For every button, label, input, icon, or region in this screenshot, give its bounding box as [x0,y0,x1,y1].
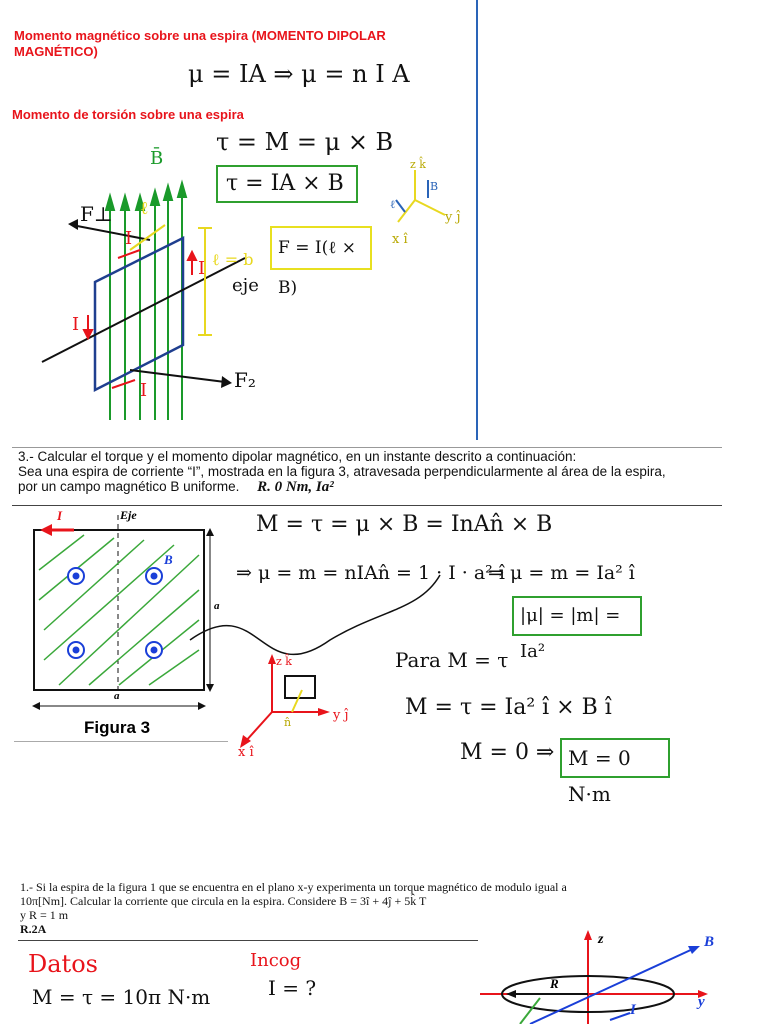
p3-magnitude-box: |μ| = |m| = Ia² [512,596,642,636]
problem3-line3: por un campo magnético B uniforme. R. 0 Nm, Ia² [18,479,334,495]
problem1-divider [18,940,478,941]
torque-equation: τ = M = μ × B [216,128,394,156]
problem3-divider [12,505,722,506]
fig3-axes-n: n̂ [284,716,292,729]
axes-y-label: y ĵ [445,210,461,225]
section1-title-line1: Momento magnético sobre una espira (MOMENTO DIPOLAR [14,28,386,43]
fig3-axes-z: z k̂ [276,655,292,668]
figure3-graphic [14,510,228,740]
problem3-answer: R. 0 Nm, Ia² [257,479,334,495]
fig3-axes-x: x î [238,745,254,760]
figure1-b-label: B⃗ [704,934,726,950]
axes-z-label: z k̂ [410,158,426,171]
label-current-4: I [140,380,148,401]
problem3-line1: 3.- Calcular el torque y el momento dipolar magnético, en un instante descrito a continuación: [18,449,577,464]
figure3-a-side: a [214,600,220,612]
force-box: F = I(ℓ × B) [270,226,372,270]
figure3-a-bottom: a [114,690,120,702]
problem3-statement [18,449,738,495]
label-current-1: I [198,258,206,279]
problem3-divider-top [12,447,722,448]
label-l: ℓ [140,198,149,219]
figure3-b-label: B⃗ [164,552,183,567]
p3-eq2: ⇒ μ = m = nIAn̂ = 1 · I · a² î [236,562,505,584]
axes-l-label: ℓ [390,198,396,211]
problem1-line3: y R = 1 m [20,908,69,922]
label-current-2: I [72,314,80,335]
problem1-answer: R.2A [20,922,47,936]
p3-result-box: M = 0 N·m [560,738,670,778]
p3-eq5: M = τ = Ia² î × B î [405,695,612,720]
problem1-line2: 10π[Nm]. Calcular la corriente que circula en la espira. Considere B = 3î + 4ĵ + 5k̂ T [20,894,427,908]
figure3-current-label: I [57,508,63,523]
figure1-y-label: y [698,994,705,1010]
label-lb: ℓ = b [212,250,254,269]
figure3 [14,510,228,740]
figure3-underline [14,741,228,742]
figure3-eje-label: Eje [120,508,137,522]
section1-formula: μ = IA ⇒ μ = n I A [188,60,410,88]
p3-eq2b: ⇒ μ = m = Ia² î [488,562,635,584]
problem1-line1: 1.- Si la espira de la figura 1 que se encuentra en el plano x-y experimenta un torque magnético de modulo igual a [20,880,567,894]
axes-x-label: x î [392,232,408,247]
section1-title-line2: MAGNÉTICO) [14,44,98,59]
label-current-3: I [125,228,133,249]
figure3-caption: Figura 3 [84,718,151,737]
p1-eq1: M = τ = 10π N·m [32,985,211,1009]
figure1-z-label: z [598,932,604,947]
figure1-i-label: I [630,1002,636,1018]
p3-eq6: M = 0 ⇒ [460,740,555,765]
p1-eq2: I = ? [268,976,317,1000]
incog-label: Incog [250,950,302,971]
fig3-axes-y: y ĵ [333,708,349,723]
p3-para: Para M = τ [395,648,509,672]
figure1-r-label: R [550,976,559,991]
label-b-field: B̄ [150,148,164,169]
figure1 [480,928,760,1024]
label-eje: eje [232,275,259,296]
section2-title: Momento de torsión sobre una espira [12,107,244,122]
datos-label: Datos [28,950,98,978]
label-f-perp: F⊥ [80,202,113,226]
label-f2: F₂ [234,368,256,392]
axes-b-label: B [430,180,439,193]
torque-ia-box: τ = IA × B [216,165,358,203]
p3-eq1: M = τ = μ × B = InAn̂ × B [256,512,553,537]
problem3-line2: Sea una espira de corriente “I”, mostrada en la figura 3, atravesada perpendicularmente al área de la espira, [18,464,666,479]
